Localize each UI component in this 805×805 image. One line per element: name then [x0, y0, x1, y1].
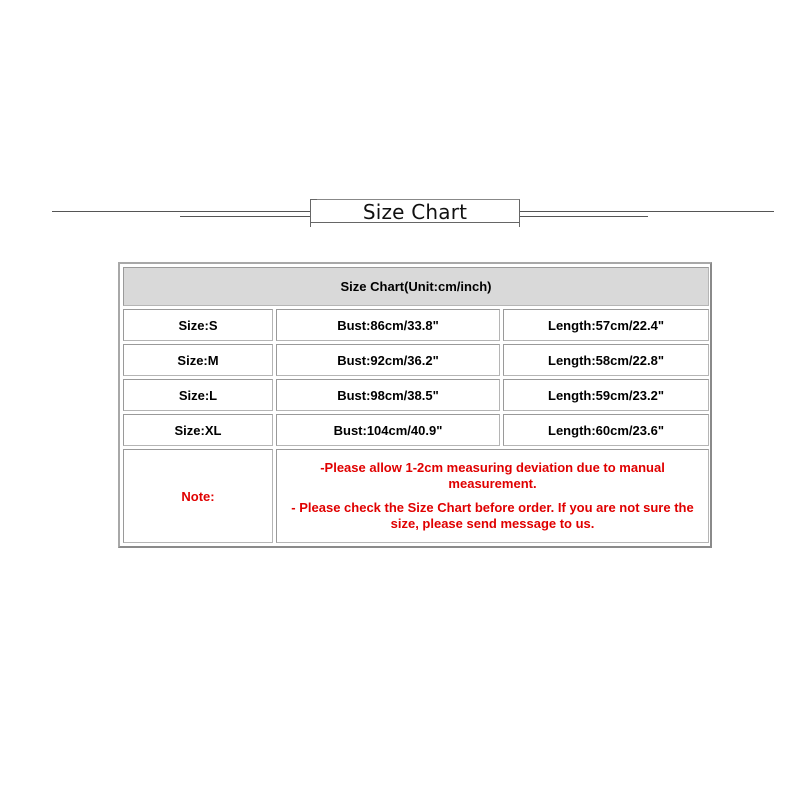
- divider-line: [520, 211, 774, 212]
- table-row: [123, 344, 709, 376]
- note-content: [276, 449, 709, 543]
- table-row: [123, 414, 709, 446]
- size-cell: Size:XL: [123, 414, 273, 446]
- length-cell: Length:60cm/23.6": [503, 414, 709, 446]
- note-label: Note:: [123, 449, 273, 543]
- length-cell: Length:59cm/23.2": [503, 379, 709, 411]
- length-cell: Length:57cm/22.4": [503, 309, 709, 341]
- divider-line: [180, 216, 310, 217]
- length-cell: Length:58cm/22.8": [503, 344, 709, 376]
- bust-cell: Bust:98cm/38.5": [276, 379, 500, 411]
- note-line-measurement: -Please allow 1-2cm measuring deviation due to manual measurement.: [320, 460, 665, 491]
- title-box: [310, 199, 520, 223]
- title-banner: [0, 196, 805, 230]
- table-header: Size Chart(Unit:cm/inch): [123, 267, 709, 306]
- table-row: [123, 309, 709, 341]
- divider-line: [52, 211, 310, 212]
- size-chart-table: [118, 262, 712, 548]
- divider-line: [520, 216, 648, 217]
- note-row: [123, 449, 709, 543]
- table-header-row: [123, 267, 709, 306]
- note-line-check-chart: - Please check the Size Chart before order. If you are not sure the size, please send message to us.: [291, 500, 694, 531]
- page-title: Size Chart: [362, 200, 468, 224]
- bust-cell: Bust:104cm/40.9": [276, 414, 500, 446]
- size-cell: Size:S: [123, 309, 273, 341]
- size-cell: Size:L: [123, 379, 273, 411]
- bust-cell: Bust:86cm/33.8": [276, 309, 500, 341]
- table-row: [123, 379, 709, 411]
- size-cell: Size:M: [123, 344, 273, 376]
- bust-cell: Bust:92cm/36.2": [276, 344, 500, 376]
